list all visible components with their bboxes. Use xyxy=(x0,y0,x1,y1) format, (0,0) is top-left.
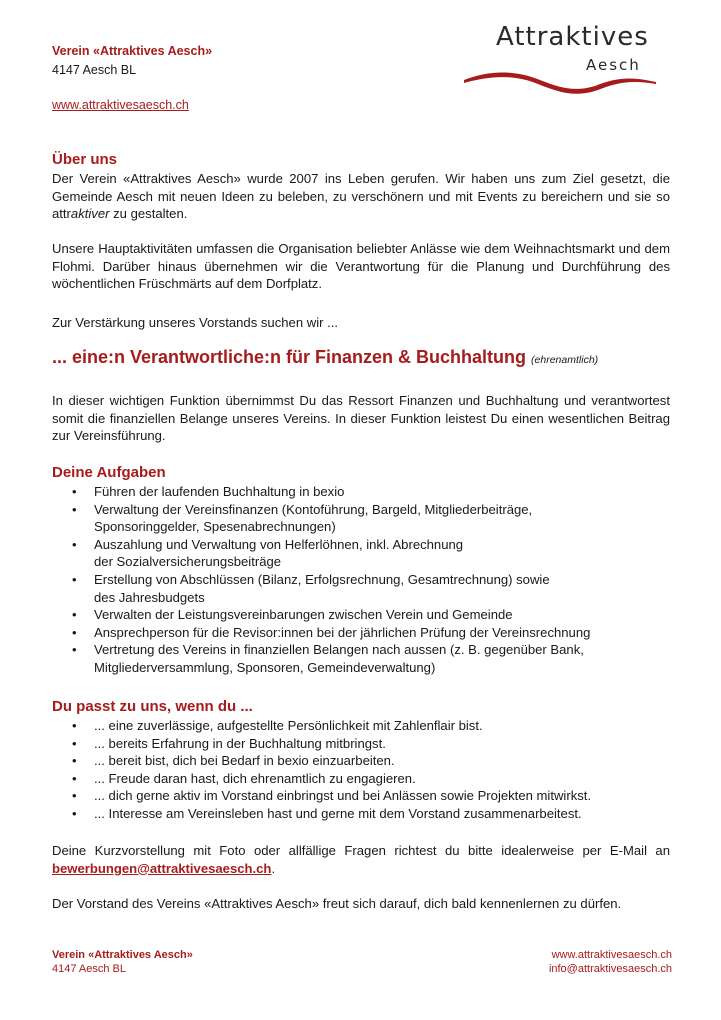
closing-paragraph-2: Der Vorstand des Vereins «Attraktives Aesch» freut sich darauf, dich bald kennenlernen zu dürfen. xyxy=(52,896,622,911)
job-intro: In dieser wichtigen Funktion übernimmst Du das Ressort Finanzen und Buchhaltung und verantwortest somit die finanziellen Belange unseres Vereins. In dieser Funktion leistest Du einen wesentlichen Beitrag zur Vereinsführung. xyxy=(52,393,670,444)
closing-p1-end: . xyxy=(271,860,276,876)
about-paragraph-1 xyxy=(52,170,670,223)
task-item xyxy=(52,641,670,676)
task-line: Verwalten der Leistungsvereinbarungen zwischen Verein und Gemeinde xyxy=(94,607,513,623)
about-paragraph-3: Zur Verstärkung unseres Vorstands suchen wir ... xyxy=(52,315,339,330)
bullet-icon: • xyxy=(72,484,77,499)
bullet-icon: • xyxy=(72,770,77,786)
org-name: Verein «Attraktives Aesch» xyxy=(52,44,213,58)
job-title-block xyxy=(52,346,670,371)
application-email-link[interactable]: bewerbungen@attraktivesaesch.ch xyxy=(52,860,272,876)
task-line: Ansprechperson für die Revisor:innen bei der jährlichen Prüfung der Vereinsrechnung xyxy=(94,624,591,640)
bullet-icon: • xyxy=(72,753,77,769)
footer-website-link[interactable]: www.attraktivesaesch.ch xyxy=(551,949,672,961)
closing-paragraph-1 xyxy=(52,842,670,877)
about-p1-end: zu gestalten. xyxy=(109,206,188,222)
bullet-icon: • xyxy=(72,735,77,751)
fit-section xyxy=(52,697,670,823)
about-paragraph-2: Unsere Hauptaktivitäten umfassen die Organisation beliebter Anlässe wie dem Weihnachtsmarkt und dem Flohmi. Darüber hinaus übernehmen wir die Verantwortung für die Planung und Durchführung des wöchentlichen Früschmärts auf dem Dorfplatz. xyxy=(52,241,670,292)
website-link[interactable]: www.attraktivesaesch.ch xyxy=(52,98,189,112)
task-line: Erstellung von Abschlüssen (Bilanz, Erfolgsrechnung, Gesamtrechnung) sowie xyxy=(94,571,550,587)
job-title-note: (ehrenamtlich) xyxy=(531,354,599,366)
bullet-icon: • xyxy=(72,788,77,804)
fit-line: ... eine zuverlässige, aufgestellte Persönlichkeit mit Zahlenflair bist. xyxy=(94,718,483,733)
task-item xyxy=(52,571,670,606)
task-item xyxy=(52,624,670,642)
footer-left xyxy=(52,948,193,976)
footer-org-city: 4147 Aesch BL xyxy=(52,963,127,975)
about-p1-italic: aktiver xyxy=(70,206,110,222)
task-item xyxy=(52,501,670,536)
bullet-icon: • xyxy=(72,718,77,733)
task-line: Führen der laufenden Buchhaltung in bexio xyxy=(94,484,345,499)
task-item xyxy=(52,606,670,624)
fit-item xyxy=(52,752,670,770)
about-p1-text: Der Verein «Attraktives Aesch» wurde 2007 ins Leben gerufen. Wir haben uns zum Ziel gesetzt, die Gemeinde Aesch mit neuen Ideen zu beleben, zu verschönern und mit Events zu bereichern und sie so attr xyxy=(52,171,670,222)
job-title xyxy=(52,346,670,371)
about-section xyxy=(52,150,670,223)
task-line: der Sozialversicherungsbeiträge xyxy=(94,554,282,570)
fit-heading: Du passt zu uns, wenn du ... xyxy=(52,698,253,715)
about-heading: Über uns xyxy=(52,151,118,168)
logo xyxy=(460,22,675,102)
bullet-icon: • xyxy=(72,805,77,821)
task-item xyxy=(52,536,670,571)
logo-title: Attraktives xyxy=(496,22,649,52)
footer-right xyxy=(549,948,672,976)
bullet-icon: • xyxy=(72,624,77,640)
fit-line: ... Freude daran hast, dich ehrenamtlich zu engagieren. xyxy=(94,770,416,786)
footer-org-name: Verein «Attraktives Aesch» xyxy=(52,949,193,961)
fit-item xyxy=(52,770,670,788)
fit-item xyxy=(52,805,670,823)
bullet-icon: • xyxy=(72,642,77,658)
fit-line: ... Interesse am Vereinsleben hast und gerne mit dem Vorstand zusammenarbeitest. xyxy=(94,805,582,821)
tasks-list xyxy=(52,483,670,677)
task-line: Sponsoringgelder, Spesenabrechnungen) xyxy=(94,519,336,535)
task-item xyxy=(52,483,670,501)
fit-line: ... dich gerne aktiv im Vorstand einbringst und bei Anlässen sowie Projekten mitwirkst. xyxy=(94,788,592,804)
fit-item xyxy=(52,717,670,735)
task-line: Auszahlung und Verwaltung von Helferlöhnen, inkl. Abrechnung xyxy=(94,536,464,552)
fit-line: ... bereits Erfahrung in der Buchhaltung mitbringst. xyxy=(94,735,386,751)
task-line: Vertretung des Vereins in finanziellen Belangen nach aussen (z. B. gegenüber Bank, xyxy=(94,642,584,658)
task-line: des Jahresbudgets xyxy=(94,589,205,605)
logo-wave-icon xyxy=(460,66,660,96)
task-line: Verwaltung der Vereinsfinanzen (Kontoführung, Bargeld, Mitgliederbeiträge, xyxy=(94,501,533,517)
tasks-section xyxy=(52,463,670,677)
fit-list xyxy=(52,717,670,823)
bullet-icon: • xyxy=(72,536,77,552)
closing-p1-text: Deine Kurzvorstellung mit Foto oder allfällige Fragen richtest du bitte idealerweise per E-Mail an xyxy=(52,843,670,858)
tasks-heading: Deine Aufgaben xyxy=(52,464,166,481)
footer-email-link[interactable]: info@attraktivesaesch.ch xyxy=(548,963,672,975)
task-line: Mitgliederversammlung, Sponsoren, Gemeindeverwaltung) xyxy=(94,659,436,675)
fit-line: ... bereit bist, dich bei Bedarf in bexio einzuarbeiten. xyxy=(94,753,395,769)
fit-item xyxy=(52,735,670,753)
bullet-icon: • xyxy=(72,607,77,623)
org-city: 4147 Aesch BL xyxy=(52,63,137,77)
bullet-icon: • xyxy=(72,571,77,587)
logo-subtitle: Aesch xyxy=(586,56,641,74)
job-title-text: ... eine:n Verantwortliche:n für Finanzen & Buchhaltung xyxy=(52,347,527,367)
fit-item xyxy=(52,787,670,805)
bullet-icon: • xyxy=(72,501,77,517)
